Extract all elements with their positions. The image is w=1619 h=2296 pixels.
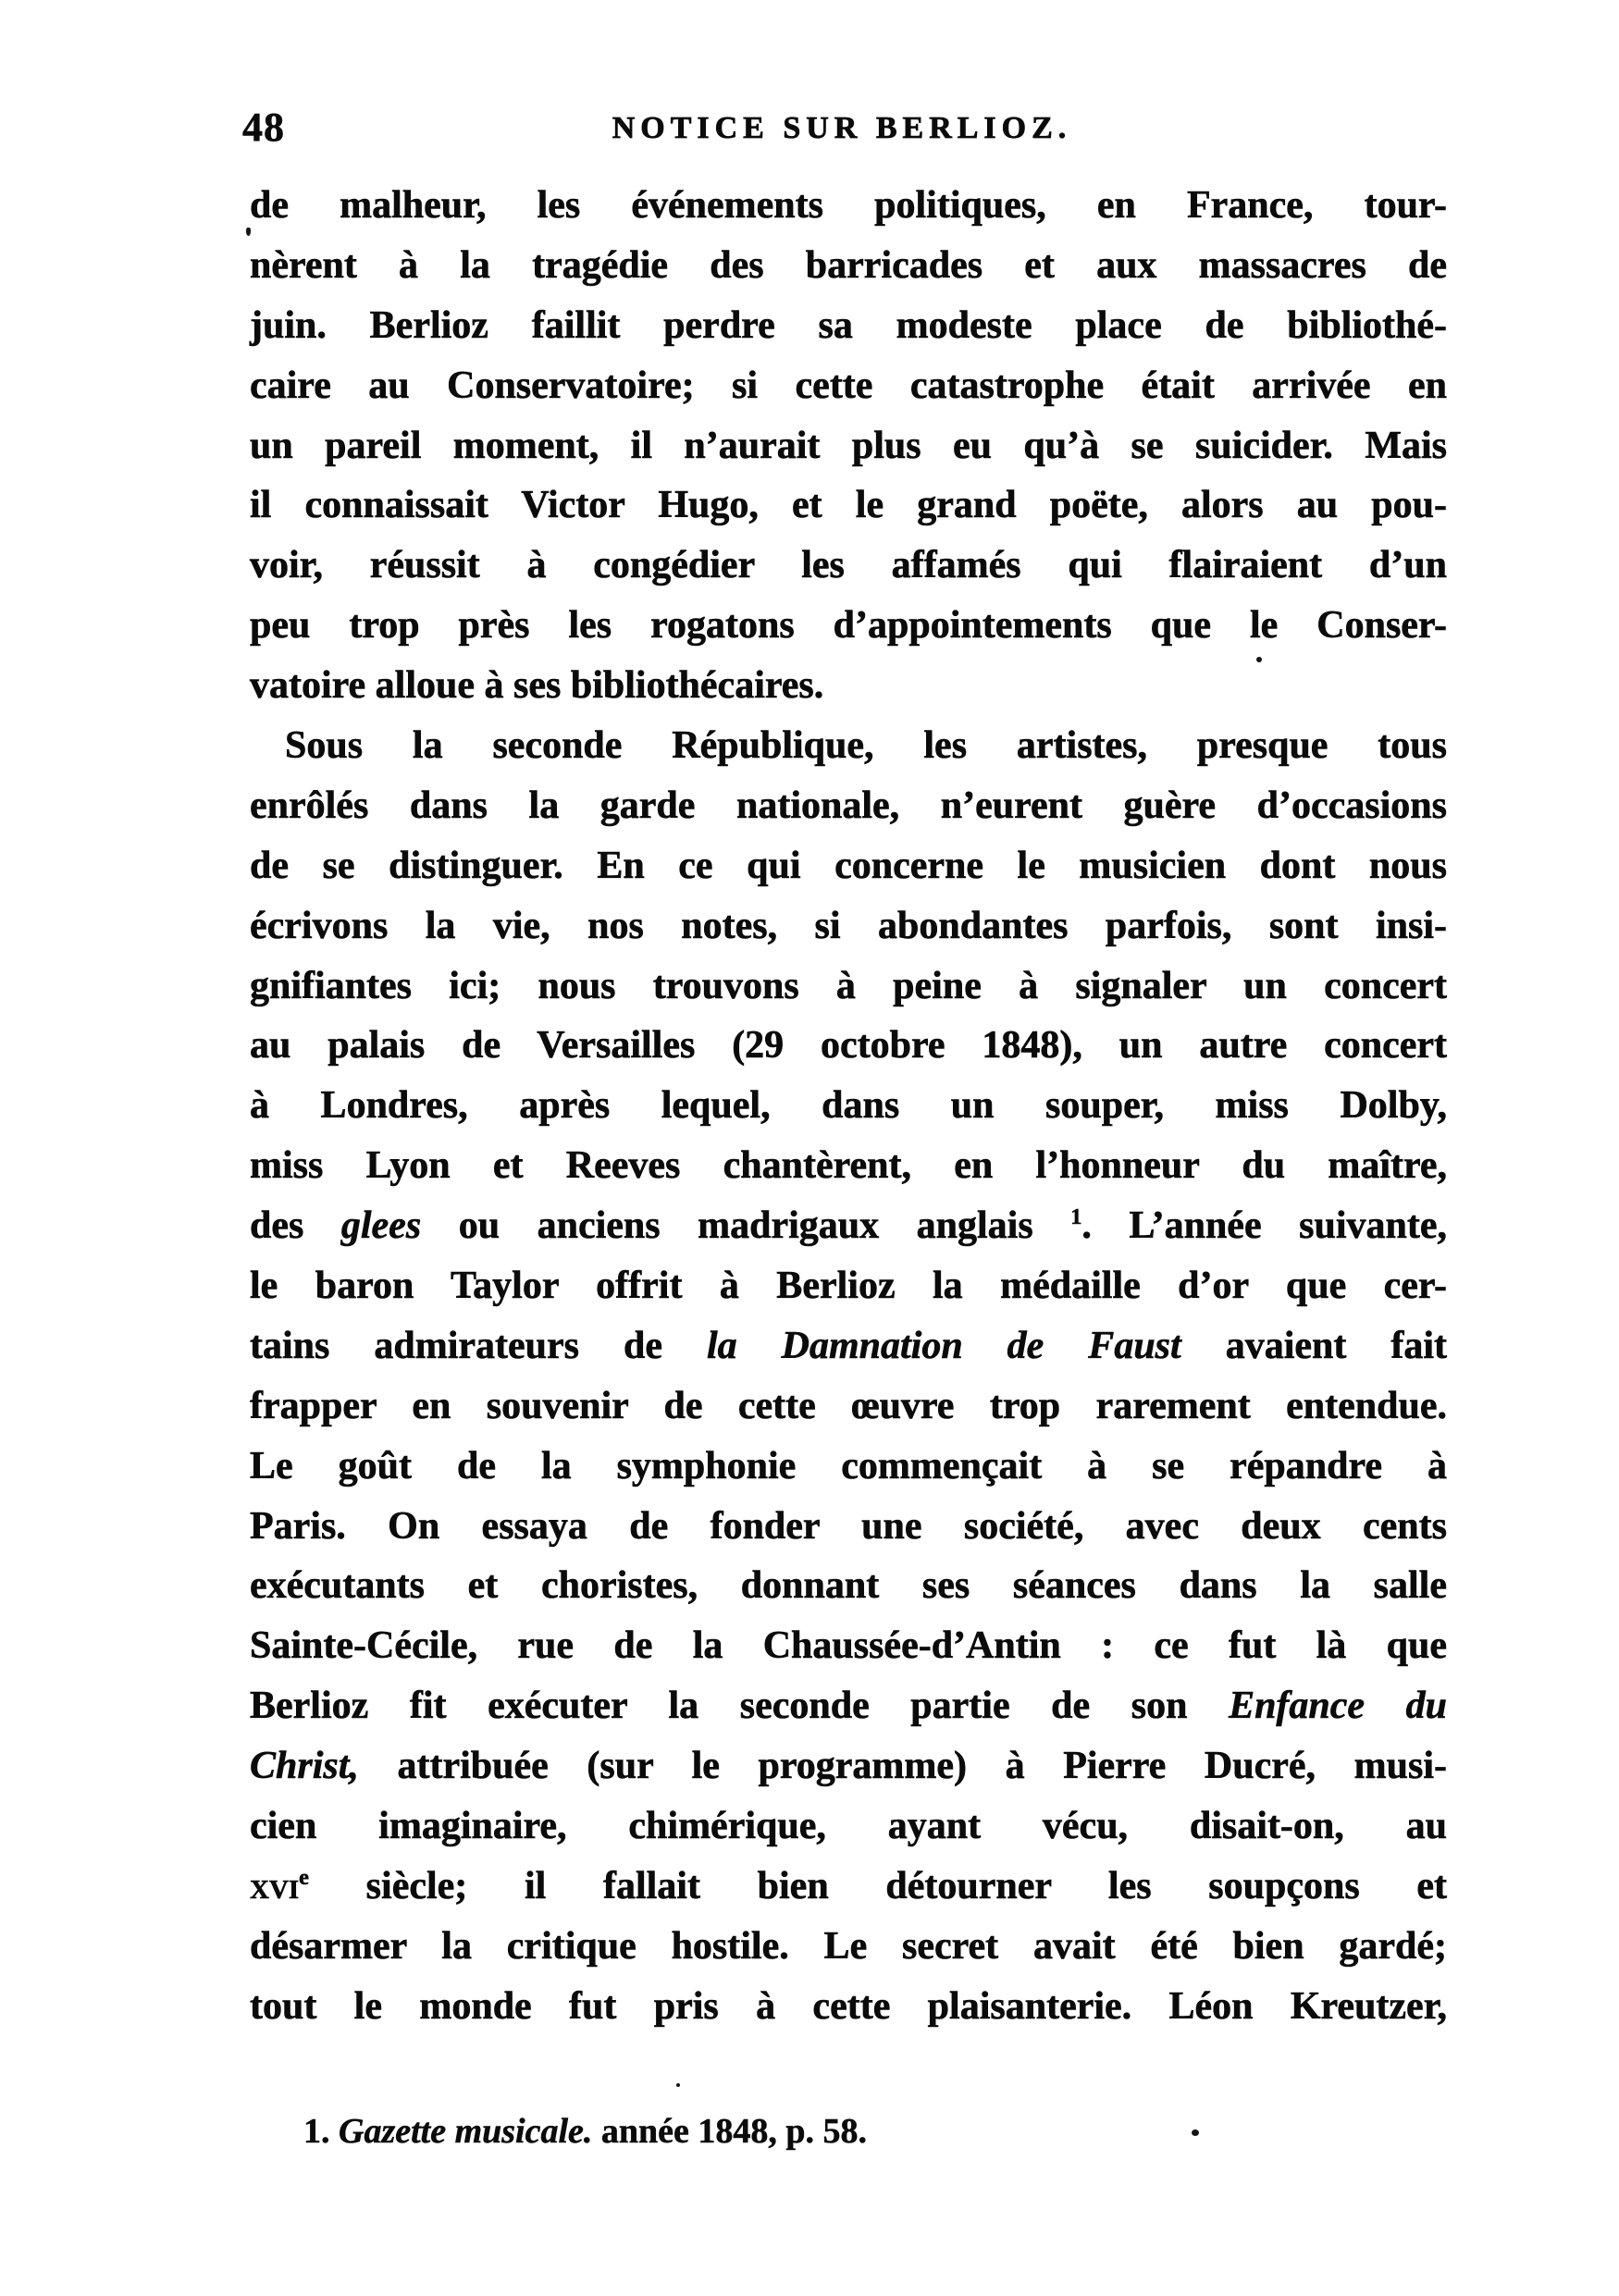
text-line bbox=[250, 296, 1447, 356]
text-segment: juin. Berlioz faillit perdre sa modeste place de bibliothé- bbox=[250, 303, 1447, 347]
text-segment: frapper en souvenir de cette œuvre trop rarement entendue. bbox=[250, 1384, 1447, 1427]
text-segment: glees bbox=[340, 1204, 422, 1248]
text-segment: gnifiantes ici; nous trouvons à peine à signaler un concert bbox=[250, 964, 1447, 1007]
text-line bbox=[250, 176, 1447, 236]
ink-speck bbox=[1192, 2129, 1199, 2136]
text-line bbox=[250, 1977, 1447, 2037]
text-segment: au palais de Versailles (29 octobre 1848), un autre concert bbox=[250, 1024, 1447, 1068]
text-segment: à Londres, après lequel, dans un souper, miss Dolby, bbox=[250, 1084, 1447, 1128]
text-segment: ou anciens madrigaux anglais bbox=[421, 1204, 1071, 1248]
text-line bbox=[250, 1016, 1447, 1076]
page-number: 48 bbox=[242, 105, 285, 150]
text-line bbox=[250, 1437, 1447, 1497]
text-segment: cien imaginaire, chimérique, ayant vécu, disait-on, au bbox=[250, 1805, 1447, 1848]
text-line bbox=[250, 1857, 1447, 1917]
text-segment: un pareil moment, il n’aurait plus eu qu’à se suicider. Mais bbox=[250, 424, 1447, 467]
text-segment: le baron Taylor offrit à Berlioz la médaille d’or que cer- bbox=[250, 1265, 1447, 1308]
text-segment: nèrent à la tragédie des barricades et aux massacres de bbox=[250, 243, 1447, 287]
text-line bbox=[250, 896, 1447, 957]
text-segment: miss Lyon et Reeves chantèrent, en l’honneur du maître, bbox=[250, 1144, 1447, 1188]
text-segment: caire au Conservatoire; si cette catastrophe était arrivée en bbox=[250, 364, 1447, 407]
text-segment: xvi bbox=[250, 1864, 300, 1907]
text-line bbox=[250, 236, 1447, 296]
text-segment: Gazette musicale. bbox=[339, 2112, 593, 2151]
text-segment: e bbox=[299, 1864, 309, 1890]
text-segment: il connaissait Victor Hugo, et le grand poëte, alors au pou- bbox=[250, 484, 1447, 527]
ink-speck bbox=[676, 2083, 680, 2087]
text-segment: année 1848, p. 58. bbox=[592, 2112, 868, 2151]
text-line bbox=[250, 1556, 1447, 1616]
text-segment: . L’année suivante, bbox=[1081, 1204, 1447, 1248]
text-line bbox=[250, 1196, 1447, 1256]
text-line bbox=[250, 1796, 1447, 1857]
footnote bbox=[303, 2109, 1321, 2154]
text-segment: Sous la seconde République, les artistes, presque tous bbox=[285, 724, 1447, 768]
text-segment: tout le monde fut pris à cette plaisanterie. Léon Kreutzer, bbox=[250, 1984, 1447, 2028]
text-segment: attribuée (sur le programme) à Pierre Ducré, musi- bbox=[358, 1745, 1447, 1788]
text-segment: peu trop près les rogatons d’appointements que le Conser- bbox=[250, 604, 1447, 648]
text-segment: Enfance du bbox=[1229, 1685, 1448, 1728]
text-line bbox=[250, 656, 1447, 716]
text-line bbox=[250, 1917, 1447, 1977]
text-segment: écrivons la vie, nos notes, si abondantes parfois, sont insi- bbox=[250, 904, 1447, 947]
text-segment: la Damnation de Faust bbox=[706, 1324, 1181, 1367]
text-segment: Christ, bbox=[250, 1745, 359, 1788]
text-segment: de malheur, les événements politiques, en France, tour- bbox=[250, 184, 1447, 227]
text-line bbox=[250, 776, 1447, 836]
text-line bbox=[250, 1676, 1447, 1736]
text-line bbox=[250, 1316, 1447, 1376]
text-segment: exécutants et choristes, donnant ses séances dans la salle bbox=[250, 1564, 1447, 1608]
ink-speck bbox=[1256, 657, 1262, 662]
text-line bbox=[250, 1616, 1447, 1676]
running-header: NOTICE SUR BERLIOZ. bbox=[612, 111, 1072, 145]
text-segment: vatoire alloue à ses bibliothécaires. bbox=[250, 664, 824, 708]
text-segment: tains admirateurs de bbox=[250, 1324, 707, 1367]
text-line bbox=[250, 1736, 1447, 1796]
text-segment: 1 bbox=[1070, 1204, 1082, 1230]
text-line bbox=[250, 1076, 1447, 1136]
text-segment: siècle; il fallait bien détourner les soupçons et bbox=[308, 1864, 1447, 1907]
ink-speck bbox=[246, 228, 251, 236]
text-line bbox=[250, 536, 1447, 596]
text-segment: enrôlés dans la garde nationale, n’eurent guère d’occasions bbox=[250, 784, 1447, 827]
text-segment: Paris. On essaya de fonder une société, avec deux cents bbox=[250, 1504, 1447, 1548]
text-segment: 1. bbox=[303, 2112, 339, 2151]
text-line bbox=[250, 836, 1447, 896]
text-segment: des bbox=[250, 1204, 341, 1248]
text-segment: de se distinguer. En ce qui concerne le musicien dont nous bbox=[250, 844, 1447, 887]
text-line bbox=[250, 475, 1447, 536]
text-line bbox=[250, 1256, 1447, 1316]
text-line bbox=[250, 716, 1447, 776]
text-line bbox=[250, 1376, 1447, 1437]
text-line bbox=[250, 1497, 1447, 1557]
text-line bbox=[250, 356, 1447, 416]
text-line bbox=[250, 596, 1447, 656]
text-segment: Le goût de la symphonie commençait à se répandre à bbox=[250, 1444, 1447, 1487]
text-line bbox=[250, 1136, 1447, 1196]
text-segment: désarmer la critique hostile. Le secret avait été bien gardé; bbox=[250, 1924, 1447, 1968]
text-segment: avaient fait bbox=[1180, 1324, 1447, 1367]
text-line bbox=[250, 416, 1447, 476]
text-segment: Sainte-Cécile, rue de la Chaussée-d’Antin : ce fut là que bbox=[250, 1624, 1447, 1668]
text-line bbox=[250, 957, 1447, 1017]
text-segment: Berlioz fit exécuter la seconde partie de son bbox=[250, 1685, 1230, 1728]
body-text bbox=[250, 176, 1447, 2037]
text-segment: voir, réussit à congédier les affamés qui flairaient d’un bbox=[250, 544, 1447, 587]
